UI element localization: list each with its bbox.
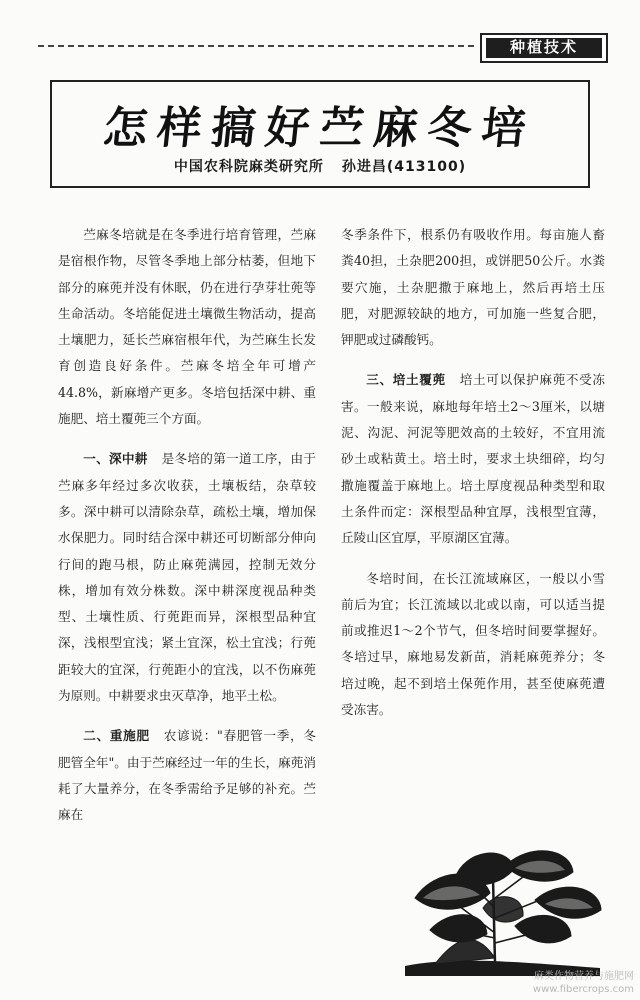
right-column — [341, 222, 605, 723]
section-1-text: 是冬培的第一道工序，由于苎麻多年经过多次收获，土壤板结，杂草较多。深中耕可以清除杂草，疏松土壤，增加保水保肥力。同时结合深中耕还可切断部分伸向行间的跑马根，防止麻蔸满园，控制无效分株，增加有效分株数。深中耕深度视品种类型、土壤性质、行蔸距而异，深根型品种宜深，浅根型宜浅；紧土宜深，松土宜浅；行蔸距较大的宜深，行蔸距小的宜浅，以不伤麻蔸为原则。中耕要求虫灭草净，地平土松。 — [58, 451, 317, 704]
section-3-paragraph — [341, 367, 605, 551]
watermark-url: www.fibercrops.com — [532, 984, 634, 995]
section-2-paragraph — [58, 723, 316, 828]
watermark-site-name: 麻类作物营养与施肥网 — [534, 971, 634, 982]
section-2-text: 农谚说："春肥管一季，冬肥管全年"。由于苎麻经过一年的生长，麻蔸消耗了大量养分，在冬季需给予足够的补充。苎麻在 — [58, 728, 317, 823]
section-3-heading: 三、培土覆蔸 — [366, 372, 446, 388]
header-dashed-rule — [38, 45, 474, 47]
intro-paragraph: 苎麻冬培就是在冬季进行培育管理，苎麻是宿根作物，尽管冬季地上部分枯萎，但地下部分的麻蔸并没有休眠，仍在进行孕芽壮蔸等生命活动。冬培能促进土壤微生物活动，提高土壤肥力，延长苎麻宿根年代，为苎麻生长发育创造良好条件。苎麻冬培全年可增产44.8%，新麻增产更多。冬培包括深中耕、重施肥、培土覆蔸三个方面。 — [58, 227, 316, 427]
timing-paragraph: 冬培时间，在长江流域麻区，一般以小雪前后为宜；长江流域以北或以南，可以适当提前或推迟1～2个节气，但冬培时间要掌握好。冬培过早，麻地易发新苗，消耗麻蔸养分；冬培过晚，起不到培土保蔸作用，甚至使麻蔸遭受冻害。 — [341, 570, 605, 718]
ramie-leaf-illustration — [395, 838, 610, 978]
title-box — [50, 80, 590, 188]
section-tag-label: 种植技术 — [486, 38, 602, 58]
section-2-heading: 二、重施肥 — [83, 728, 150, 744]
section-1-paragraph — [58, 446, 316, 709]
byline — [52, 156, 588, 176]
byline-organization: 中国农科院麻类研究所 — [173, 159, 324, 175]
section-3-text: 培土可以保护麻蔸不受冻害。一般来说，麻地每年培土2～3厘米，以塘泥、沟泥、河泥等肥效高的土较好，不宜用流砂土或粘黄土。培土时，要求土块细碎，均匀撒施覆盖于麻地上。培土厚度视品种类型和取土条件而定：深根型品种宜厚，浅根型宜薄，丘陵山区宜厚，平原湖区宜薄。 — [341, 372, 606, 546]
section-tag — [480, 33, 608, 63]
article-title: 怎样搞好苎麻冬培 — [100, 103, 539, 154]
watermark — [533, 970, 634, 996]
section-1-heading: 一、深中耕 — [83, 451, 148, 467]
byline-author: 孙进昌(413100) — [341, 159, 467, 175]
section-2-continued: 冬季条件下，根系仍有吸收作用。每亩施人畜粪40担，土杂肥200担，或饼肥50公斤。水粪要穴施，土杂肥撒于麻地上，然后再培土压肥，对肥源较缺的地方，可加施一些复合肥，钾肥或过磷酸钙。 — [341, 227, 605, 348]
left-column — [58, 222, 316, 829]
